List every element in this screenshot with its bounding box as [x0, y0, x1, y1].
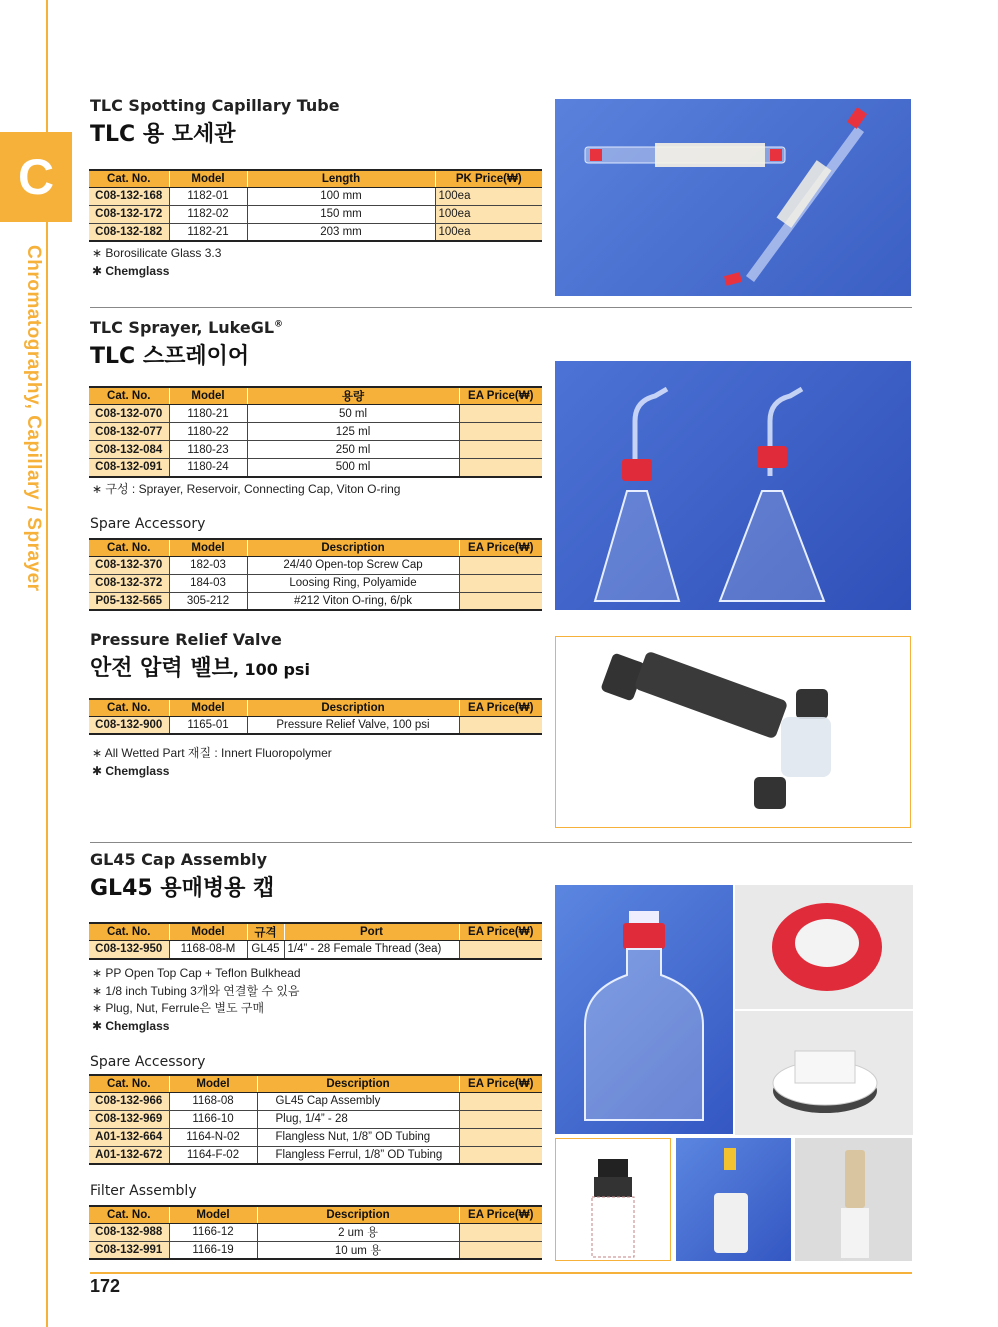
- table-row: [89, 423, 542, 441]
- red-cap-photo: [735, 885, 913, 1009]
- note-line: ∗ Plug, Nut, Ferrule은 별도 구매: [92, 1001, 265, 1015]
- table-row: [89, 205, 542, 223]
- sprayer-photo: [555, 361, 911, 610]
- header-cell: EA Price(₩): [459, 1075, 542, 1092]
- price: [459, 1241, 542, 1259]
- chapter-tab: [0, 132, 72, 222]
- description: 10 um 용: [257, 1241, 459, 1259]
- brand-note: ✱ Chemglass: [92, 1018, 170, 1033]
- cat-no: A01-132-672: [89, 1146, 169, 1164]
- table-row: [89, 405, 542, 423]
- valve-photo: [555, 636, 911, 828]
- header-cell: Cat. No.: [89, 387, 169, 405]
- header-cell: Model: [169, 923, 247, 941]
- section-capillary-heading: [90, 96, 340, 148]
- section-divider: [90, 307, 912, 308]
- cat-no: C08-132-370: [89, 556, 169, 574]
- sprayer-flask-illustration: [555, 361, 911, 610]
- cat-no: C08-132-950: [89, 941, 169, 959]
- header-cell: Cat. No.: [89, 923, 169, 941]
- length: 100 mm: [247, 187, 435, 205]
- description: 2 um 용: [257, 1223, 459, 1241]
- cat-no: C08-132-969: [89, 1110, 169, 1128]
- registered-mark: ®: [274, 319, 284, 330]
- price: [459, 574, 542, 592]
- table-header-row: [89, 539, 542, 556]
- header-cell: EA Price(₩): [459, 539, 542, 556]
- table-row: [89, 1223, 542, 1241]
- description: Flangless Nut, 1/8” OD Tubing: [257, 1128, 459, 1146]
- capillary-table: [89, 169, 542, 242]
- model: 1168-08-M: [169, 941, 247, 959]
- volume: 50 ml: [247, 405, 459, 423]
- section-title-en: GL45 Cap Assembly: [90, 850, 268, 869]
- gl45-table: [89, 922, 542, 960]
- price: [459, 941, 542, 959]
- volume: 125 ml: [247, 423, 459, 441]
- note-line: ∗ PP Open Top Cap + Teflon Bulkhead: [92, 966, 301, 980]
- ferrule-photo: [795, 1138, 912, 1261]
- sprayer-table: [89, 386, 542, 478]
- price: [459, 1128, 542, 1146]
- spare-accessory-title: Spare Accessory: [90, 516, 206, 532]
- model: 1166-19: [169, 1241, 257, 1259]
- cat-no: P05-132-565: [89, 592, 169, 610]
- model: 1165-01: [169, 716, 247, 734]
- length: 150 mm: [247, 205, 435, 223]
- cat-no: C08-132-991: [89, 1241, 169, 1259]
- price: [459, 1146, 542, 1164]
- description: #212 Viton O-ring, 6/pk: [247, 592, 459, 610]
- volume: 500 ml: [247, 459, 459, 477]
- cap-diagram-photo: [555, 1138, 671, 1261]
- header-cell: Description: [247, 539, 459, 556]
- header-cell: Model: [169, 170, 247, 187]
- section-valve-heading: [90, 630, 310, 682]
- table-header-row: [89, 387, 542, 405]
- chapter-letter: C: [17, 149, 55, 205]
- length: 203 mm: [247, 223, 435, 241]
- header-cell: Cat. No.: [89, 1075, 169, 1092]
- price: 100ea: [435, 223, 542, 241]
- price: [459, 556, 542, 574]
- model: 1180-21: [169, 405, 247, 423]
- model: 1168-08: [169, 1092, 257, 1110]
- table-header-row: [89, 1206, 542, 1223]
- header-cell: Cat. No.: [89, 1206, 169, 1223]
- table-header-row: [89, 699, 542, 716]
- brand-note: ✱ Chemglass: [92, 263, 170, 278]
- gl45-notes: [92, 965, 301, 1035]
- table-header-row: [89, 1075, 542, 1092]
- filter-table: [89, 1205, 542, 1260]
- table-row: [89, 574, 542, 592]
- model: 1180-24: [169, 459, 247, 477]
- header-cell: Port: [284, 923, 459, 941]
- bulkhead-photo: [735, 1011, 913, 1135]
- spare-accessory-title: Spare Accessory: [90, 1054, 206, 1070]
- price: [459, 423, 542, 441]
- cap-diagram-illustration: [556, 1139, 671, 1261]
- filter-assembly-title: Filter Assembly: [90, 1183, 197, 1199]
- capillary-tube-illustration: [555, 99, 911, 296]
- section-title-en: TLC Spotting Capillary Tube: [90, 96, 340, 115]
- cat-no: A01-132-664: [89, 1128, 169, 1146]
- cat-no: C08-132-077: [89, 423, 169, 441]
- note-line: ∗ 1/8 inch Tubing 3개와 연결할 수 있음: [92, 983, 300, 998]
- valve-notes: [92, 745, 332, 780]
- header-cell: Cat. No.: [89, 699, 169, 716]
- price: 100ea: [435, 205, 542, 223]
- sprayer-notes: [92, 481, 400, 499]
- table-row: [89, 459, 542, 477]
- header-cell: Cat. No.: [89, 170, 169, 187]
- price: 100ea: [435, 187, 542, 205]
- table-row: [89, 223, 542, 241]
- section-title-en: Pressure Relief Valve: [90, 630, 282, 649]
- model: 1180-22: [169, 423, 247, 441]
- port: 1/4” - 28 Female Thread (3ea): [284, 941, 459, 959]
- table-row: [89, 441, 542, 459]
- cat-no: C08-132-900: [89, 716, 169, 734]
- table-row: [89, 1241, 542, 1259]
- ferrule-illustration: [795, 1138, 912, 1261]
- plug-photo: [676, 1138, 791, 1261]
- table-row: [89, 187, 542, 205]
- title-text: 안전 압력 밸브: [90, 656, 233, 681]
- header-cell: EA Price(₩): [459, 699, 542, 716]
- spec: GL45: [247, 941, 284, 959]
- model: 1164-N-02: [169, 1128, 257, 1146]
- section-title-en: [90, 318, 283, 337]
- model: 1166-12: [169, 1223, 257, 1241]
- price: [459, 592, 542, 610]
- plug-illustration: [676, 1138, 791, 1261]
- header-cell: 용량: [247, 387, 459, 405]
- model: 184-03: [169, 574, 247, 592]
- header-cell: EA Price(₩): [459, 1206, 542, 1223]
- model: 1164-F-02: [169, 1146, 257, 1164]
- valve-illustration: [556, 637, 911, 828]
- header-cell: PK Price(₩): [435, 170, 542, 187]
- table-row: [89, 556, 542, 574]
- section-divider: [90, 842, 912, 843]
- price: [459, 716, 542, 734]
- header-cell: Cat. No.: [89, 539, 169, 556]
- volume: 250 ml: [247, 441, 459, 459]
- header-cell: Model: [169, 539, 247, 556]
- red-cap-illustration: [735, 885, 913, 1009]
- price: [459, 459, 542, 477]
- header-cell: Model: [169, 1075, 257, 1092]
- table-header-row: [89, 170, 542, 187]
- title-suffix: , 100 psi: [232, 660, 310, 679]
- header-cell: 규격: [247, 923, 284, 941]
- price: [459, 441, 542, 459]
- header-cell: Model: [169, 699, 247, 716]
- bulkhead-illustration: [735, 1011, 913, 1135]
- header-cell: Length: [247, 170, 435, 187]
- cat-no: C08-132-988: [89, 1223, 169, 1241]
- header-cell: Description: [247, 699, 459, 716]
- model: 1180-23: [169, 441, 247, 459]
- description: GL45 Cap Assembly: [257, 1092, 459, 1110]
- note-line: ∗ All Wetted Part 재질 : Innert Fluoropolymer: [92, 746, 332, 760]
- cat-no: C08-132-168: [89, 187, 169, 205]
- model: 1182-01: [169, 187, 247, 205]
- valve-table: [89, 698, 542, 735]
- price: [459, 1110, 542, 1128]
- cat-no: C08-132-372: [89, 574, 169, 592]
- note-line: ∗ 구성 : Sprayer, Reservoir, Connecting Cap, Viton O-ring: [92, 482, 401, 496]
- header-cell: Model: [169, 1206, 257, 1223]
- cat-no: C08-132-172: [89, 205, 169, 223]
- section-title-ko: GL45 용매병용 캡: [90, 876, 275, 901]
- header-cell: EA Price(₩): [459, 387, 542, 405]
- sprayer-spare-table: [89, 538, 542, 611]
- description: Plug, 1/4” - 28: [257, 1110, 459, 1128]
- table-row: [89, 1128, 542, 1146]
- header-cell: EA Price(₩): [459, 923, 542, 941]
- cat-no: C08-132-182: [89, 223, 169, 241]
- section-gl45-heading: [90, 850, 274, 902]
- cat-no: C08-132-966: [89, 1092, 169, 1110]
- title-text: TLC Sprayer, LukeGL: [90, 318, 275, 337]
- model: 1182-02: [169, 205, 247, 223]
- header-cell: Description: [257, 1206, 459, 1223]
- table-row: [89, 1092, 542, 1110]
- section-sprayer-heading: [90, 318, 283, 370]
- note-line: ∗ Borosilicate Glass 3.3: [92, 246, 222, 260]
- table-row: [89, 941, 542, 959]
- header-cell: Description: [257, 1075, 459, 1092]
- model: 305-212: [169, 592, 247, 610]
- cat-no: C08-132-084: [89, 441, 169, 459]
- model: 1166-10: [169, 1110, 257, 1128]
- cat-no: C08-132-070: [89, 405, 169, 423]
- description: Pressure Relief Valve, 100 psi: [247, 716, 459, 734]
- section-title-ko: TLC 스프레이어: [90, 344, 250, 369]
- section-title-ko: [90, 651, 310, 682]
- price: [459, 1092, 542, 1110]
- cat-no: C08-132-091: [89, 459, 169, 477]
- description: Loosing Ring, Polyamide: [247, 574, 459, 592]
- gl45-bottle-photo: [555, 885, 733, 1134]
- section-title-ko: TLC 용 모세관: [90, 122, 236, 147]
- price: [459, 1223, 542, 1241]
- capillary-notes: [92, 245, 221, 280]
- price: [459, 405, 542, 423]
- bottle-illustration: [555, 885, 733, 1134]
- model: 182-03: [169, 556, 247, 574]
- description: Flangless Ferrul, 1/8” OD Tubing: [257, 1146, 459, 1164]
- table-row: [89, 1110, 542, 1128]
- page-number: 172: [90, 1276, 121, 1296]
- brand-note: ✱ Chemglass: [92, 763, 170, 778]
- chapter-vertical-label: Chromatography, Capillary / Sprayer: [23, 245, 44, 592]
- description: 24/40 Open-top Screw Cap: [247, 556, 459, 574]
- model: 1182-21: [169, 223, 247, 241]
- table-row: [89, 592, 542, 610]
- gl45-spare-table: [89, 1074, 542, 1165]
- header-cell: Model: [169, 387, 247, 405]
- table-row: [89, 1146, 542, 1164]
- table-header-row: [89, 923, 542, 941]
- footer-divider: [90, 1272, 912, 1274]
- table-row: [89, 716, 542, 734]
- capillary-photo: [555, 99, 911, 296]
